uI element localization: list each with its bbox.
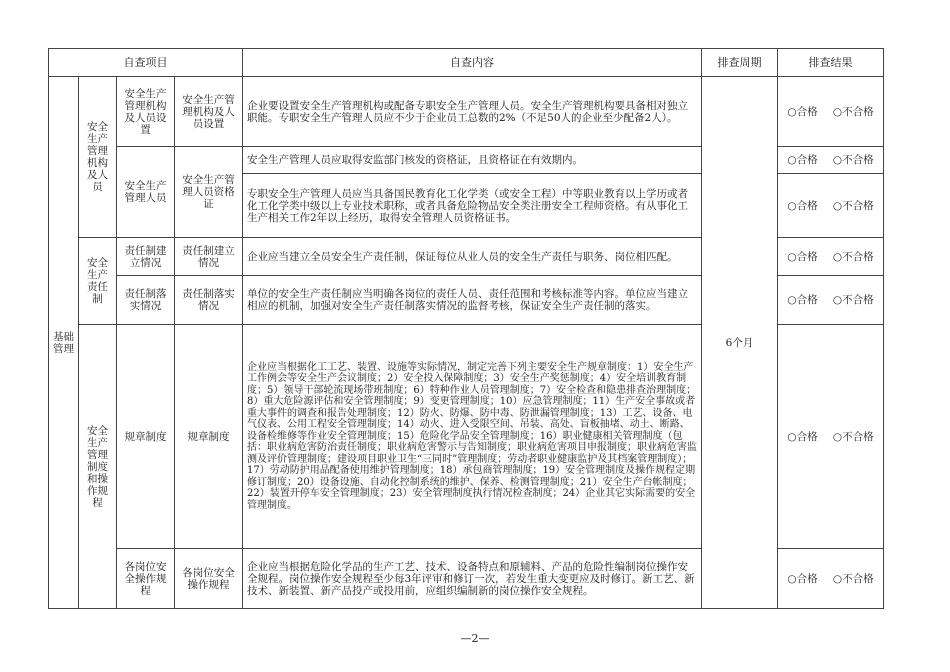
header-row — [49, 49, 884, 77]
fail-option[interactable]: ○不合格 — [832, 294, 874, 306]
check-item: 安全生产管理人员资格证 — [175, 147, 243, 238]
check-content: 企业要设置安全生产管理机构或配备专职安全生产管理人员。安全生产管理机构要具备相对独立职能。专职安全生产管理人员应不少于企业员工总数的2%（不足50人的企业至少配备2人）。 — [243, 77, 702, 147]
check-item: 责任制建立情况 — [175, 238, 243, 276]
fail-option[interactable]: ○不合格 — [832, 250, 874, 263]
header-content: 自查内容 — [243, 49, 702, 77]
group-category: 安全生产管理制度和操作规程 — [79, 325, 117, 609]
check-content: 专职安全生产管理人员应当具备国民教育化工化学类（或安全工程）中等职业教育以上学历或者化工化学类中级以上专业技术职称，或者具备危险物品安全类注册安全工程师资格。有从事化工生产相关工作2年以上经历，取得安全管理人员资格证书。 — [243, 174, 702, 238]
header-item: 自查项目 — [49, 49, 243, 77]
result-cell — [778, 276, 884, 325]
check-content: 企业应当根据化工工艺、装置、设施等实际情况，制定完善下列主要安全生产规章制度：1）安全生产工作例会等安全生产会议制度；2）安全投入保障制度；3）安全生产奖惩制度；4）安全培训教育制度；5）领导干部轮流现场带班制度；6）特种作业人员管理制度；7）安全检查和隐患排查治理制度；8）重大危险源评估和安全管理制度；9）变更管理制度；10）应急管理制度；11）生产安全事故或者重大事件的调查和报告处理制度；12）防火、防爆、防中毒、防泄漏管理制度；13）工艺、设备、电气仪表、公用工程安全管理制度；14）动火、进入受限空间、吊装、高处、盲板抽堵、动土、断路、设备检维修等作业安全管理制度；15）危险化学品安全管理制度；16）职业健康相关管理制度（包括：职业病危害防治责任制度；职业病危害警示与告知制度；职业病危害项目申报制度；职业病危害监测及评价管理制度；建设项目职业卫生“三同时”管理制度；劳动者职业健康监护及其档案管理制度）；17）劳动防护用品配备使用维护管理制度；18）承包商管理制度；19）安全管理制度及操作规程定期修订制度；20）设备设施、自动化控制系统的维护、保养、检测管理制度；21）安全生产台帐制度；22）装置开停车安全管理制度；23）安全管理制度执行情况检查制度；24）企业其它实际需要的安全管理制度。 — [243, 325, 702, 549]
page-number: —2— — [460, 632, 490, 645]
group-category: 安全生产责任制 — [79, 238, 117, 325]
pass-option[interactable]: ○合格 — [787, 572, 818, 585]
check-item: 规章制度 — [175, 325, 243, 549]
fail-option[interactable]: ○不合格 — [832, 430, 874, 443]
result-cell — [778, 147, 884, 174]
pass-option[interactable]: ○合格 — [787, 154, 818, 166]
sub-item: 各岗位安全操作规程 — [117, 549, 175, 609]
pass-option[interactable]: ○合格 — [787, 294, 818, 306]
fail-option[interactable]: ○不合格 — [832, 154, 874, 166]
sub-item: 安全生产管理机构及人员设置 — [117, 77, 175, 147]
group-category: 安全生产管理机构及人员 — [79, 77, 117, 238]
check-item: 各岗位安全操作规程 — [175, 549, 243, 609]
result-cell — [778, 174, 884, 238]
sub-item: 责任制建立情况 — [117, 238, 175, 276]
pass-option[interactable]: ○合格 — [787, 250, 818, 263]
sub-item: 安全生产管理人员 — [117, 147, 175, 238]
level1-category: 基础管理 — [49, 77, 79, 609]
result-cell — [778, 238, 884, 276]
check-content: 企业应当根据危险化学品的生产工艺、技术、设备特点和原辅料、产品的危险性编制岗位操作安全规程。岗位操作安全规程至少每3年评审和修订一次，若发生重大变更应及时修订。新工艺、新技术、新装置、新产品投产或投用前，应组织编制新的岗位操作安全规程。 — [243, 549, 702, 609]
check-item: 安全生产管理机构及人员设置 — [175, 77, 243, 147]
result-cell — [778, 325, 884, 549]
sub-item: 责任制落实情况 — [117, 276, 175, 325]
header-period: 排查周期 — [702, 49, 778, 77]
check-content: 单位的安全生产责任制应当明确各岗位的责任人员、责任范围和考核标准等内容。单位应当建立相应的机制，加强对安全生产责任制落实情况的监督考核，保证安全生产责任制的落实。 — [243, 276, 702, 325]
check-content: 安全生产管理人员应取得安监部门核发的资格证，且资格证在有效期内。 — [243, 147, 702, 174]
fail-option[interactable]: ○不合格 — [832, 199, 874, 212]
result-cell — [778, 77, 884, 147]
header-result: 排查结果 — [778, 49, 884, 77]
fail-option[interactable]: ○不合格 — [832, 105, 874, 118]
pass-option[interactable]: ○合格 — [787, 199, 818, 212]
sub-item: 规章制度 — [117, 325, 175, 549]
period-value: 6个月 — [702, 77, 778, 609]
result-cell — [778, 549, 884, 609]
fail-option[interactable]: ○不合格 — [832, 572, 874, 585]
inspection-table — [48, 48, 884, 609]
table-row — [49, 77, 884, 147]
pass-option[interactable]: ○合格 — [787, 430, 818, 443]
check-content: 企业应当建立全员安全生产责任制，保证每位从业人员的安全生产责任与职务、岗位相匹配。 — [243, 238, 702, 276]
pass-option[interactable]: ○合格 — [787, 105, 818, 118]
check-item: 责任制落实情况 — [175, 276, 243, 325]
